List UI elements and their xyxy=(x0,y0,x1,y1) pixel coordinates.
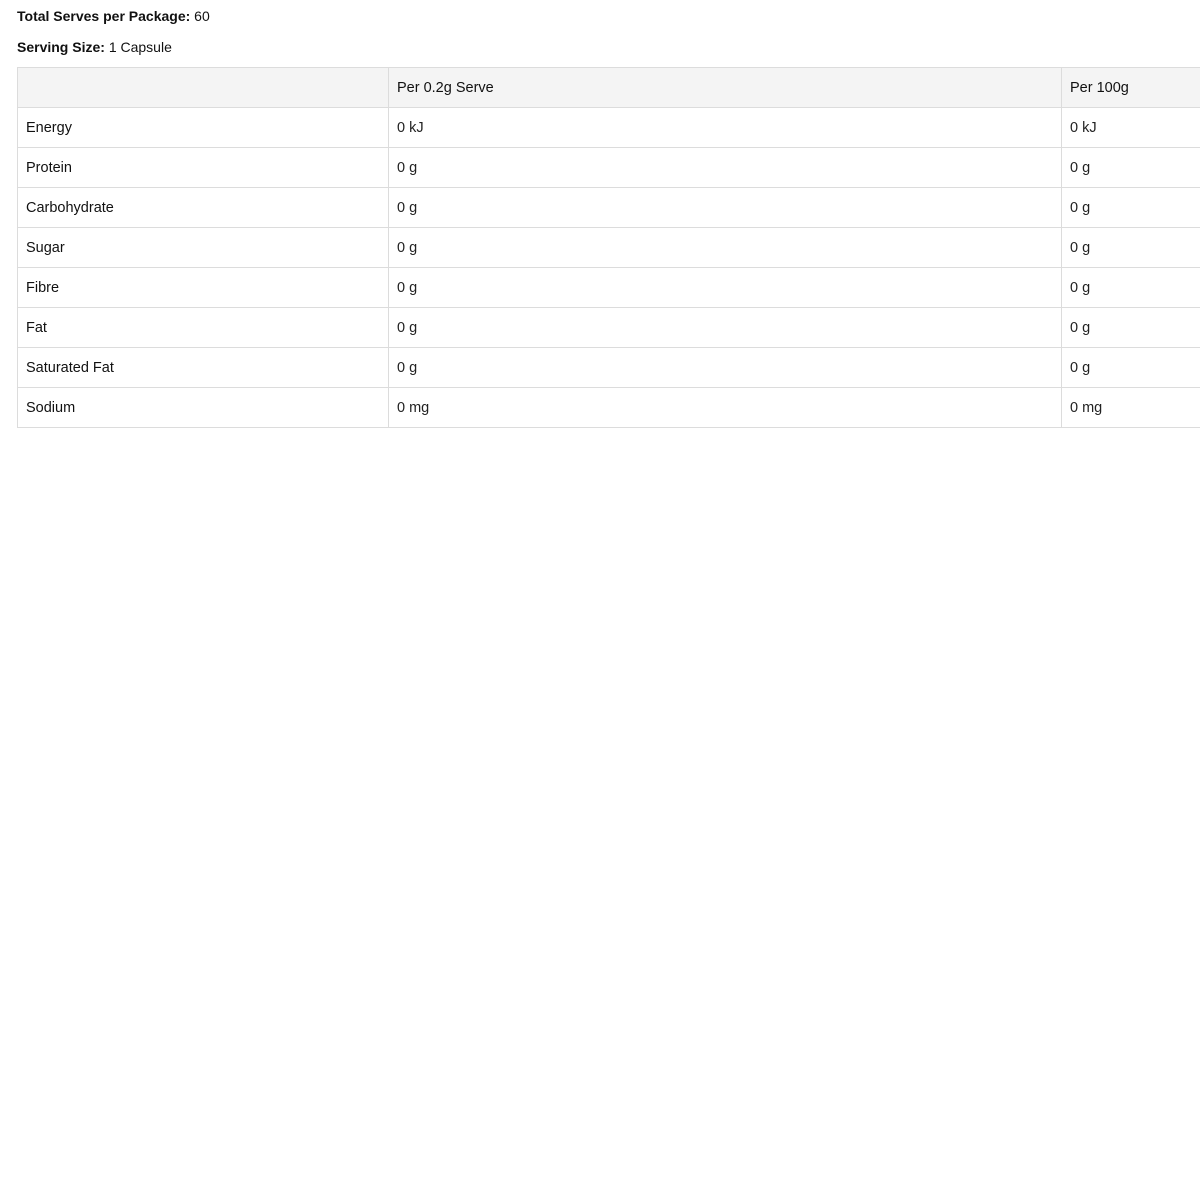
total-serves-line xyxy=(17,7,210,25)
table-row xyxy=(18,108,1200,148)
per-serve-value: 0 g xyxy=(389,228,1062,268)
nutrient-name: Protein xyxy=(18,148,389,188)
nutrient-name: Carbohydrate xyxy=(18,188,389,228)
table-body xyxy=(18,108,1200,428)
table-header xyxy=(18,68,1200,108)
table-row xyxy=(18,308,1200,348)
nutrient-name: Sodium xyxy=(18,388,389,428)
table-row xyxy=(18,228,1200,268)
serving-size-label: Serving Size: xyxy=(17,39,105,55)
nutrient-name: Sugar xyxy=(18,228,389,268)
per-serve-value: 0 g xyxy=(389,148,1062,188)
serving-size-value: 1 Capsule xyxy=(108,39,172,55)
total-serves-label: Total Serves per Package: xyxy=(17,8,191,24)
table-row xyxy=(18,148,1200,188)
per-100g-value: 0 g xyxy=(1062,308,1200,348)
per-100g-value: 0 mg xyxy=(1062,388,1200,428)
nutrient-name: Saturated Fat xyxy=(18,348,389,388)
nutrient-name: Fat xyxy=(18,308,389,348)
nutrition-table xyxy=(17,67,1200,428)
table-row xyxy=(18,388,1200,428)
per-100g-value: 0 g xyxy=(1062,228,1200,268)
per-serve-value: 0 g xyxy=(389,268,1062,308)
total-serves-value: 60 xyxy=(194,8,210,24)
header-per-serve: Per 0.2g Serve xyxy=(389,68,1062,108)
header-nutrient xyxy=(18,68,389,108)
per-serve-value: 0 mg xyxy=(389,388,1062,428)
nutrient-name: Energy xyxy=(18,108,389,148)
nutrient-name: Fibre xyxy=(18,268,389,308)
header-per-100g: Per 100g xyxy=(1062,68,1200,108)
per-serve-value: 0 g xyxy=(389,348,1062,388)
table-row xyxy=(18,268,1200,308)
serving-size-line xyxy=(17,38,172,56)
per-serve-value: 0 g xyxy=(389,308,1062,348)
per-100g-value: 0 g xyxy=(1062,148,1200,188)
table-row xyxy=(18,188,1200,228)
header-row xyxy=(18,68,1200,108)
per-serve-value: 0 g xyxy=(389,188,1062,228)
per-serve-value: 0 kJ xyxy=(389,108,1062,148)
per-100g-value: 0 g xyxy=(1062,188,1200,228)
per-100g-value: 0 kJ xyxy=(1062,108,1200,148)
table-row xyxy=(18,348,1200,388)
per-100g-value: 0 g xyxy=(1062,268,1200,308)
per-100g-value: 0 g xyxy=(1062,348,1200,388)
